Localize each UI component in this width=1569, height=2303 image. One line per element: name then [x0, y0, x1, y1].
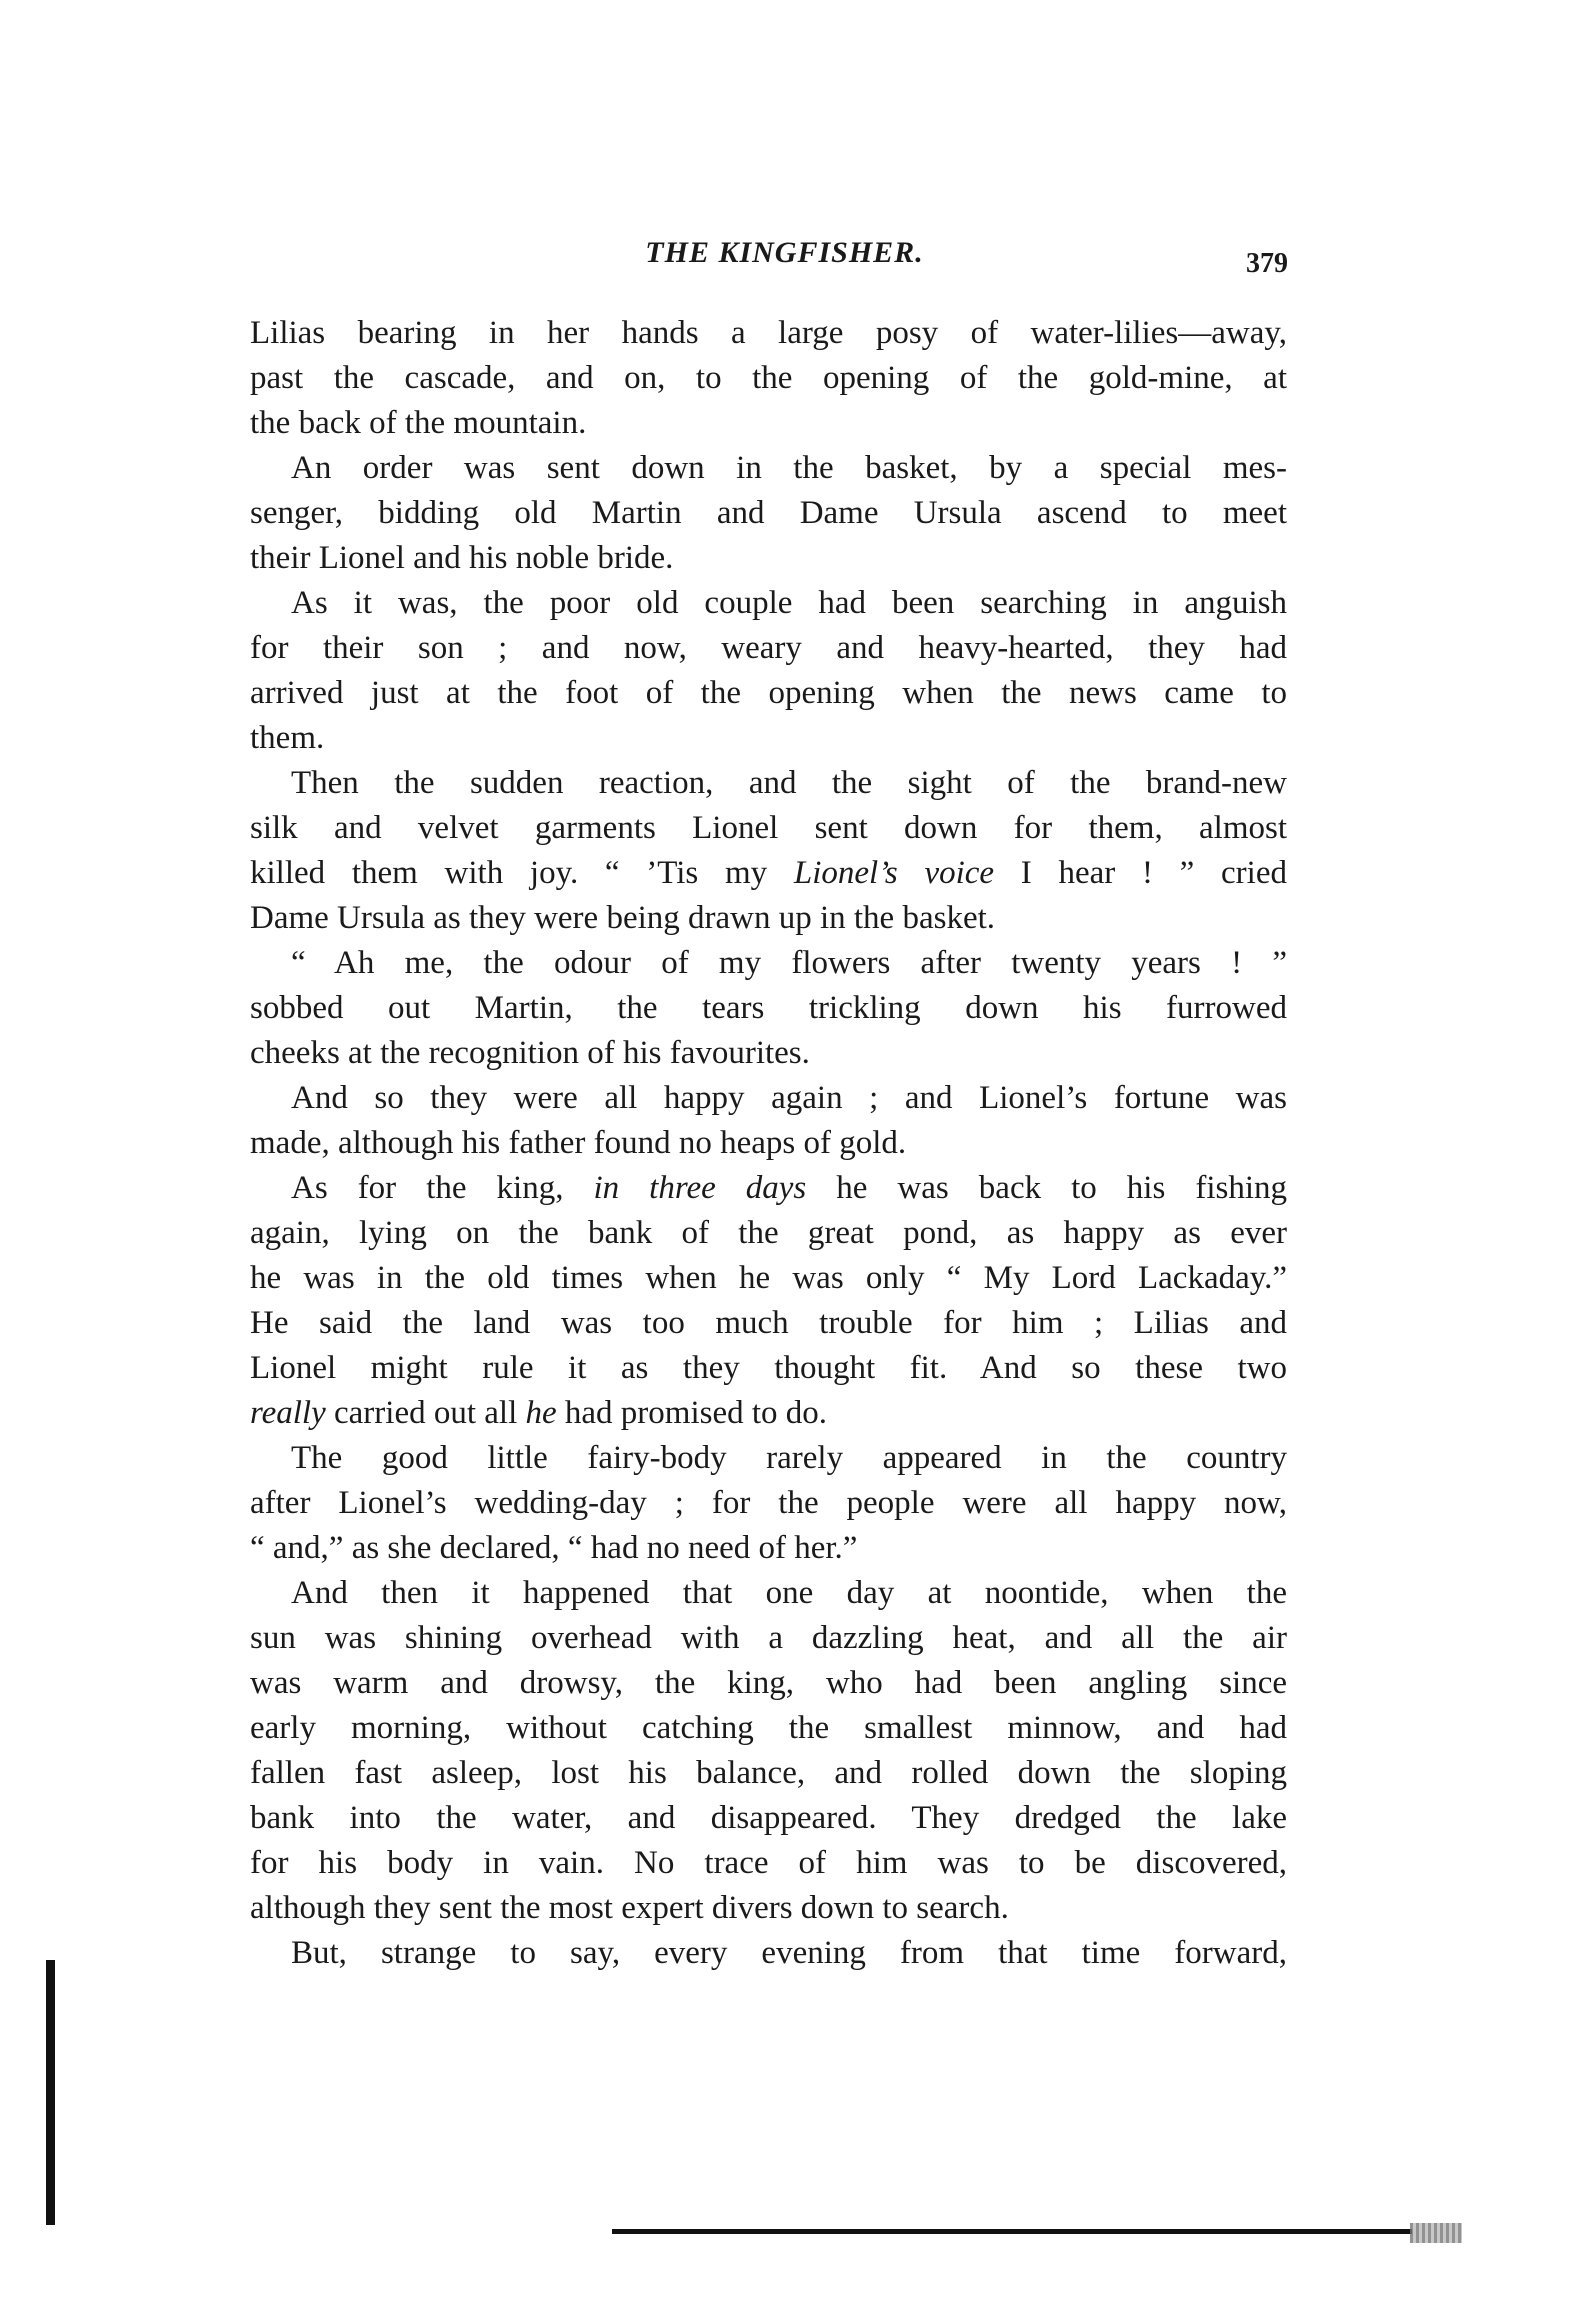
text-segment: he was back to his fishing: [806, 1170, 1288, 1206]
text-line: although they sent the most expert divers down to search.: [250, 1890, 1009, 1926]
text-line: And so they were all happy again ; and Lionel’s fortune was: [291, 1080, 1287, 1116]
text-line: the back of the mountain.: [250, 405, 587, 441]
text-line: for his body in vain. No trace of him was to be discovered,: [250, 1845, 1287, 1881]
text-line: silk and velvet garments Lionel sent down for them, almost: [250, 810, 1287, 846]
text-line: fallen fast asleep, lost his balance, and rolled down the sloping: [250, 1755, 1287, 1791]
text-line: arrived just at the foot of the opening when the news came to: [250, 675, 1287, 711]
text-line: past the cascade, and on, to the opening of the gold-mine, at: [250, 360, 1287, 396]
italic-text: Lionel’s voice: [793, 855, 995, 891]
body-text: [250, 311, 1287, 1976]
text-line: made, although his father found no heaps of gold.: [250, 1125, 907, 1161]
text-line: bank into the water, and disappeared. They dredged the lake: [250, 1800, 1287, 1836]
text-line: And then it happened that one day at noontide, when the: [291, 1575, 1287, 1611]
page-number: 379: [1246, 248, 1288, 279]
text-line: was warm and drowsy, the king, who had been angling since: [250, 1665, 1287, 1701]
text-segment: had promised to do.: [556, 1395, 828, 1431]
text-line: Dame Ursula as they were being drawn up in the basket.: [250, 900, 996, 936]
text-line: “ and,” as she declared, “ had no need of her.”: [250, 1530, 858, 1566]
text-line: [250, 1391, 1287, 1436]
scan-margin-mark: [46, 1960, 55, 2225]
text-line: “ Ah me, the odour of my flowers after twenty years ! ”: [291, 945, 1287, 981]
text-line: As it was, the poor old couple had been searching in anguish: [291, 585, 1287, 621]
text-segment: I hear ! ” cried: [994, 855, 1287, 891]
text-line: senger, bidding old Martin and Dame Ursula ascend to meet: [250, 495, 1287, 531]
text-line: He said the land was too much trouble for him ; Lilias and: [250, 1305, 1287, 1341]
text-line: again, lying on the bank of the great pond, as happy as ever: [250, 1215, 1287, 1251]
scan-bottom-rule: [612, 2229, 1412, 2234]
text-line: their Lionel and his noble bride.: [250, 540, 674, 576]
running-title: THE KINGFISHER.: [645, 236, 924, 269]
text-line: he was in the old times when he was only “ My Lord Lackaday.”: [250, 1260, 1287, 1296]
text-line: Then the sudden reaction, and the sight of the brand-new: [291, 765, 1287, 801]
italic-text: in three days: [593, 1170, 807, 1206]
text-line: Lionel might rule it as they thought fit. And so these two: [250, 1350, 1287, 1386]
text-segment: killed them with joy. “ ’Tis my: [250, 855, 794, 891]
italic-text: he: [525, 1395, 557, 1431]
text-line: [250, 851, 1287, 896]
text-line: for their son ; and now, weary and heavy-hearted, they had: [250, 630, 1287, 666]
text-line: after Lionel’s wedding-day ; for the people were all happy now,: [250, 1485, 1287, 1521]
text-segment: As for the king,: [291, 1170, 594, 1206]
text-line: Lilias bearing in her hands a large posy of water-lilies—away,: [250, 315, 1287, 351]
text-segment: carried out all: [325, 1395, 526, 1431]
text-line: An order was sent down in the basket, by a special mes-: [291, 450, 1287, 486]
text-line: them.: [250, 720, 325, 756]
text-line: But, strange to say, every evening from that time forward,: [291, 1935, 1287, 1971]
italic-text: really: [250, 1395, 326, 1431]
scan-smudge: [1410, 2223, 1462, 2243]
text-line: early morning, without catching the smallest minnow, and had: [250, 1710, 1287, 1746]
text-line: [250, 1166, 1287, 1211]
text-line: The good little fairy-body rarely appeared in the country: [291, 1440, 1287, 1476]
text-line: sobbed out Martin, the tears trickling down his furrowed: [250, 990, 1287, 1026]
text-line: cheeks at the recognition of his favourites.: [250, 1035, 810, 1071]
text-line: sun was shining overhead with a dazzling heat, and all the air: [250, 1620, 1287, 1656]
